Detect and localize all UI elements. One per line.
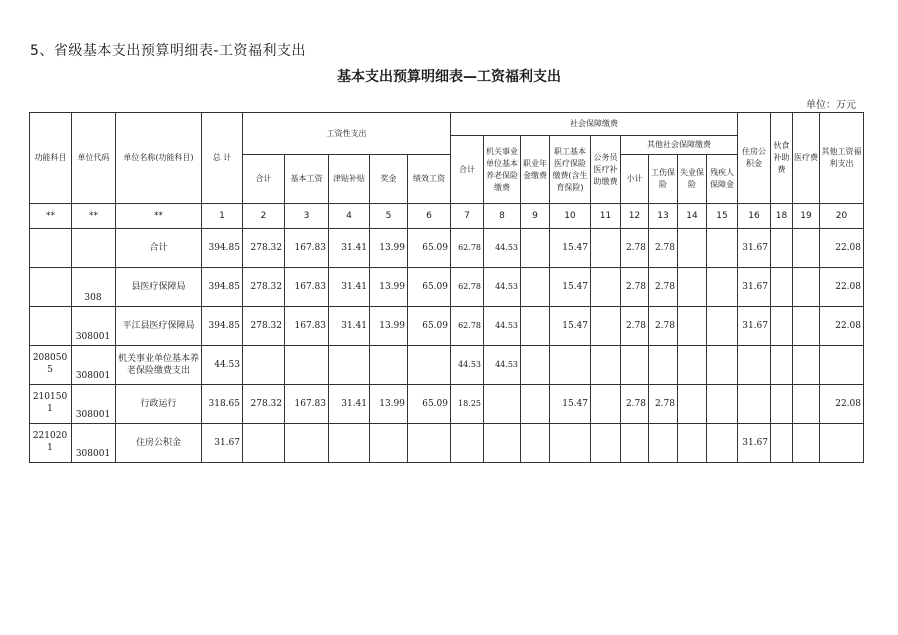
unit-code-cell	[72, 229, 116, 268]
basic-wage-cell: 167.83	[285, 268, 329, 307]
other-subtotal-cell: 2.78	[621, 229, 649, 268]
unit-name-cell: 县医疗保障局	[116, 268, 202, 307]
injury-cell	[649, 424, 678, 463]
pension-cell: 44.53	[484, 268, 521, 307]
func-code-cell: 2101501	[30, 385, 72, 424]
pension-cell	[484, 424, 521, 463]
index-cell: 18	[771, 204, 793, 229]
pension-cell: 44.53	[484, 307, 521, 346]
index-cell: 5	[370, 204, 408, 229]
annuity-cell	[521, 268, 550, 307]
other-wage-cell: 22.08	[820, 268, 864, 307]
disabled-cell	[707, 229, 738, 268]
pension-cell: 44.53	[484, 346, 521, 385]
budget-table	[29, 112, 864, 463]
func-code-cell	[30, 268, 72, 307]
bonus-cell: 13.99	[370, 229, 408, 268]
housing-cell: 31.67	[738, 424, 771, 463]
other-wage-cell: 22.08	[820, 385, 864, 424]
basic-wage-cell: 167.83	[285, 385, 329, 424]
unemployment-cell	[678, 307, 707, 346]
disabled-cell	[707, 346, 738, 385]
disabled-cell	[707, 385, 738, 424]
unemployment-cell	[678, 229, 707, 268]
table-row	[30, 229, 864, 268]
header-performance: 绩效工资	[408, 155, 451, 204]
unemployment-cell	[678, 346, 707, 385]
meal-cell	[771, 424, 793, 463]
table-row	[30, 346, 864, 385]
index-cell: 19	[793, 204, 820, 229]
housing-cell	[738, 346, 771, 385]
table-row	[30, 268, 864, 307]
section-heading: 5、省级基本支出预算明细表-工资福利支出	[30, 43, 306, 59]
bonus-cell: 13.99	[370, 307, 408, 346]
pension-cell	[484, 385, 521, 424]
med-fee-cell	[793, 307, 820, 346]
unit-name-cell: 平江县医疗保障局	[116, 307, 202, 346]
annuity-cell	[521, 424, 550, 463]
header-injury: 工伤保险	[649, 155, 678, 204]
unemployment-cell	[678, 385, 707, 424]
annuity-cell	[521, 229, 550, 268]
injury-cell: 2.78	[649, 385, 678, 424]
header-total: 总 计	[202, 113, 243, 204]
other-wage-cell	[820, 424, 864, 463]
medical-cell: 15.47	[550, 268, 591, 307]
header-allowance: 津贴补贴	[329, 155, 370, 204]
med-fee-cell	[793, 424, 820, 463]
index-cell: 3	[285, 204, 329, 229]
social-total-cell: 62.78	[451, 268, 484, 307]
header-wage-total: 合计	[243, 155, 285, 204]
header-med-fee: 医疗费	[793, 113, 820, 204]
allowance-cell: 31.41	[329, 385, 370, 424]
header-bonus: 奖金	[370, 155, 408, 204]
wage-total-cell	[243, 424, 285, 463]
civil-medical-cell	[591, 346, 621, 385]
med-fee-cell	[793, 268, 820, 307]
total-cell: 394.85	[202, 268, 243, 307]
header-func-code: 功能科目	[30, 113, 72, 204]
header-pension: 机关事业单位基本养老保险缴费	[484, 136, 521, 204]
civil-medical-cell	[591, 424, 621, 463]
injury-cell	[649, 346, 678, 385]
other-subtotal-cell: 2.78	[621, 268, 649, 307]
meal-cell	[771, 307, 793, 346]
index-cell: 1	[202, 204, 243, 229]
header-unit-code: 单位代码	[72, 113, 116, 204]
index-cell: 4	[329, 204, 370, 229]
bonus-cell	[370, 424, 408, 463]
injury-cell: 2.78	[649, 268, 678, 307]
wage-total-cell: 278.32	[243, 229, 285, 268]
wage-total-cell	[243, 346, 285, 385]
allowance-cell: 31.41	[329, 307, 370, 346]
meal-cell	[771, 229, 793, 268]
index-cell: 10	[550, 204, 591, 229]
unit-code-cell: 308001	[72, 385, 116, 424]
bonus-cell: 13.99	[370, 385, 408, 424]
index-cell: 13	[649, 204, 678, 229]
disabled-cell	[707, 268, 738, 307]
total-cell: 318.65	[202, 385, 243, 424]
index-cell: 11	[591, 204, 621, 229]
header-wage-group: 工资性支出	[243, 113, 451, 155]
basic-wage-cell	[285, 346, 329, 385]
wage-total-cell: 278.32	[243, 268, 285, 307]
performance-cell	[408, 346, 451, 385]
total-cell: 44.53	[202, 346, 243, 385]
unit-code-cell: 308001	[72, 424, 116, 463]
func-code-cell	[30, 229, 72, 268]
index-cell: 16	[738, 204, 771, 229]
header-civil-medical: 公务员医疗补助缴费	[591, 136, 621, 204]
table-row	[30, 385, 864, 424]
unit-name-cell: 行政运行	[116, 385, 202, 424]
header-annuity: 职业年金缴费	[521, 136, 550, 204]
injury-cell: 2.78	[649, 229, 678, 268]
other-subtotal-cell: 2.78	[621, 385, 649, 424]
meal-cell	[771, 268, 793, 307]
disabled-cell	[707, 424, 738, 463]
medical-cell: 15.47	[550, 385, 591, 424]
unit-name-cell: 住房公积金	[116, 424, 202, 463]
allowance-cell: 31.41	[329, 268, 370, 307]
header-unemployment: 失业保险	[678, 155, 707, 204]
annuity-cell	[521, 307, 550, 346]
housing-cell	[738, 385, 771, 424]
table-row	[30, 307, 864, 346]
index-cell: **	[30, 204, 72, 229]
index-cell: 8	[484, 204, 521, 229]
housing-cell: 31.67	[738, 307, 771, 346]
total-cell: 394.85	[202, 229, 243, 268]
bonus-cell	[370, 346, 408, 385]
social-total-cell	[451, 424, 484, 463]
medical-cell	[550, 424, 591, 463]
disabled-cell	[707, 307, 738, 346]
index-cell: **	[72, 204, 116, 229]
medical-cell: 15.47	[550, 229, 591, 268]
header-other-social-group: 其他社会保障缴费	[621, 136, 738, 155]
unit-code-cell: 308001	[72, 307, 116, 346]
index-cell: 14	[678, 204, 707, 229]
unit-code-cell: 308	[72, 268, 116, 307]
total-cell: 394.85	[202, 307, 243, 346]
civil-medical-cell	[591, 268, 621, 307]
header-disabled: 残疾人保障金	[707, 155, 738, 204]
unit-code-cell: 308001	[72, 346, 116, 385]
other-subtotal-cell	[621, 346, 649, 385]
medical-cell	[550, 346, 591, 385]
func-code-cell	[30, 307, 72, 346]
bonus-cell: 13.99	[370, 268, 408, 307]
unit-name-cell: 机关事业单位基本养老保险缴费支出	[116, 346, 202, 385]
other-wage-cell: 22.08	[820, 307, 864, 346]
social-total-cell: 62.78	[451, 307, 484, 346]
other-wage-cell: 22.08	[820, 229, 864, 268]
index-cell: 15	[707, 204, 738, 229]
allowance-cell	[329, 346, 370, 385]
index-cell: 9	[521, 204, 550, 229]
func-code-cell: 2210201	[30, 424, 72, 463]
header-medical: 职工基本医疗保险缴费(含生育保险)	[550, 136, 591, 204]
header-basic-wage: 基本工资	[285, 155, 329, 204]
table-row	[30, 424, 864, 463]
basic-wage-cell	[285, 424, 329, 463]
housing-cell: 31.67	[738, 229, 771, 268]
index-cell: 2	[243, 204, 285, 229]
header-unit-name: 单位名称(功能科目)	[116, 113, 202, 204]
performance-cell: 65.09	[408, 268, 451, 307]
civil-medical-cell	[591, 307, 621, 346]
unit-label: 单位：万元	[806, 100, 856, 111]
total-cell: 31.67	[202, 424, 243, 463]
injury-cell: 2.78	[649, 307, 678, 346]
meal-cell	[771, 346, 793, 385]
meal-cell	[771, 385, 793, 424]
unemployment-cell	[678, 424, 707, 463]
table-body	[30, 229, 864, 463]
basic-wage-cell: 167.83	[285, 229, 329, 268]
performance-cell: 65.09	[408, 307, 451, 346]
med-fee-cell	[793, 385, 820, 424]
header-housing: 住房公积金	[738, 113, 771, 204]
other-wage-cell	[820, 346, 864, 385]
index-cell: 20	[820, 204, 864, 229]
social-total-cell: 18.25	[451, 385, 484, 424]
performance-cell: 65.09	[408, 385, 451, 424]
wage-total-cell: 278.32	[243, 307, 285, 346]
unit-name-cell: 合计	[116, 229, 202, 268]
pension-cell: 44.53	[484, 229, 521, 268]
index-cell: 6	[408, 204, 451, 229]
page-title: 基本支出预算明细表—工资福利支出	[337, 69, 561, 85]
index-cell: 12	[621, 204, 649, 229]
other-subtotal-cell: 2.78	[621, 307, 649, 346]
social-total-cell: 44.53	[451, 346, 484, 385]
med-fee-cell	[793, 346, 820, 385]
civil-medical-cell	[591, 229, 621, 268]
social-total-cell: 62.78	[451, 229, 484, 268]
performance-cell	[408, 424, 451, 463]
header-social-total: 合计	[451, 136, 484, 204]
header-social-group: 社会保障缴费	[451, 113, 738, 136]
housing-cell: 31.67	[738, 268, 771, 307]
unemployment-cell	[678, 268, 707, 307]
index-cell: 7	[451, 204, 484, 229]
annuity-cell	[521, 346, 550, 385]
wage-total-cell: 278.32	[243, 385, 285, 424]
basic-wage-cell: 167.83	[285, 307, 329, 346]
func-code-cell: 2080505	[30, 346, 72, 385]
annuity-cell	[521, 385, 550, 424]
performance-cell: 65.09	[408, 229, 451, 268]
index-cell: **	[116, 204, 202, 229]
other-subtotal-cell	[621, 424, 649, 463]
header-meal: 伙食补助费	[771, 113, 793, 204]
allowance-cell: 31.41	[329, 229, 370, 268]
med-fee-cell	[793, 229, 820, 268]
header-other-wage: 其他工资福利支出	[820, 113, 864, 204]
header-subtotal: 小计	[621, 155, 649, 204]
civil-medical-cell	[591, 385, 621, 424]
allowance-cell	[329, 424, 370, 463]
medical-cell: 15.47	[550, 307, 591, 346]
